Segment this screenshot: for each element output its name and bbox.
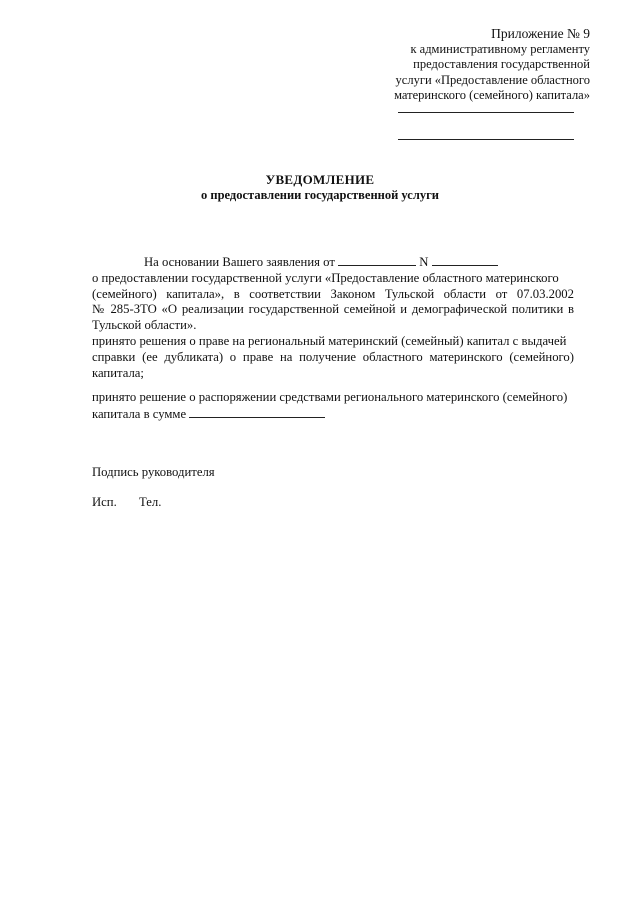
- disposal-line-1: принято решение о распоряжении средствами регионального материнского (семейного): [92, 390, 568, 404]
- annex-line-1: к административному регламенту: [410, 41, 590, 56]
- annex-line-3: услуги «Предоставление областного: [395, 72, 590, 87]
- annex-number: Приложение № 9: [491, 26, 590, 41]
- annex-line-4: материнского (семейного) капитала»: [394, 88, 590, 102]
- basis-line-3: (семейного) капитала», в соответствии Законом Тульской области от 07.03.2002: [92, 286, 574, 301]
- executor-label: Исп.: [92, 495, 117, 509]
- number-blank: [432, 254, 498, 266]
- paragraph-basis: [92, 254, 574, 381]
- blank-line-1: [398, 112, 574, 113]
- basis-intro: На основании Вашего заявления от: [144, 255, 335, 269]
- disposal-line-2: [92, 406, 574, 423]
- blank-line-2: [398, 139, 574, 140]
- phone-label: Тел.: [139, 495, 162, 509]
- decision-line-2: справки (ее дубликата) о праве на получение областного материнского (семейного): [92, 349, 574, 364]
- number-label: N: [419, 255, 429, 269]
- date-blank: [338, 254, 416, 266]
- document-title: УВЕДОМЛЕНИЕ: [265, 172, 375, 187]
- annex-line-2: предоставления государственной: [413, 57, 590, 71]
- basis-line-4: № 285-ЗТО «О реализации государственной семейной и демографической политики в: [92, 302, 574, 317]
- basis-line-2: о предоставлении государственной услуги «Предоставление областного материнского: [92, 270, 559, 285]
- decision-line-3: капитала;: [92, 365, 144, 380]
- decision-line-1: принято решения о праве на региональный материнский (семейный) капитал с выдачей: [92, 333, 567, 348]
- document-subtitle: о предоставлении государственной услуги: [201, 188, 439, 202]
- basis-first-line: [92, 254, 574, 271]
- paragraph-disposal: [92, 390, 574, 423]
- annex-header: [360, 26, 590, 104]
- signature-label: Подпись руководителя: [92, 465, 215, 479]
- amount-label: капитала в сумме: [92, 406, 187, 421]
- amount-blank: [189, 406, 325, 418]
- basis-line-5: Тульской области».: [92, 318, 197, 333]
